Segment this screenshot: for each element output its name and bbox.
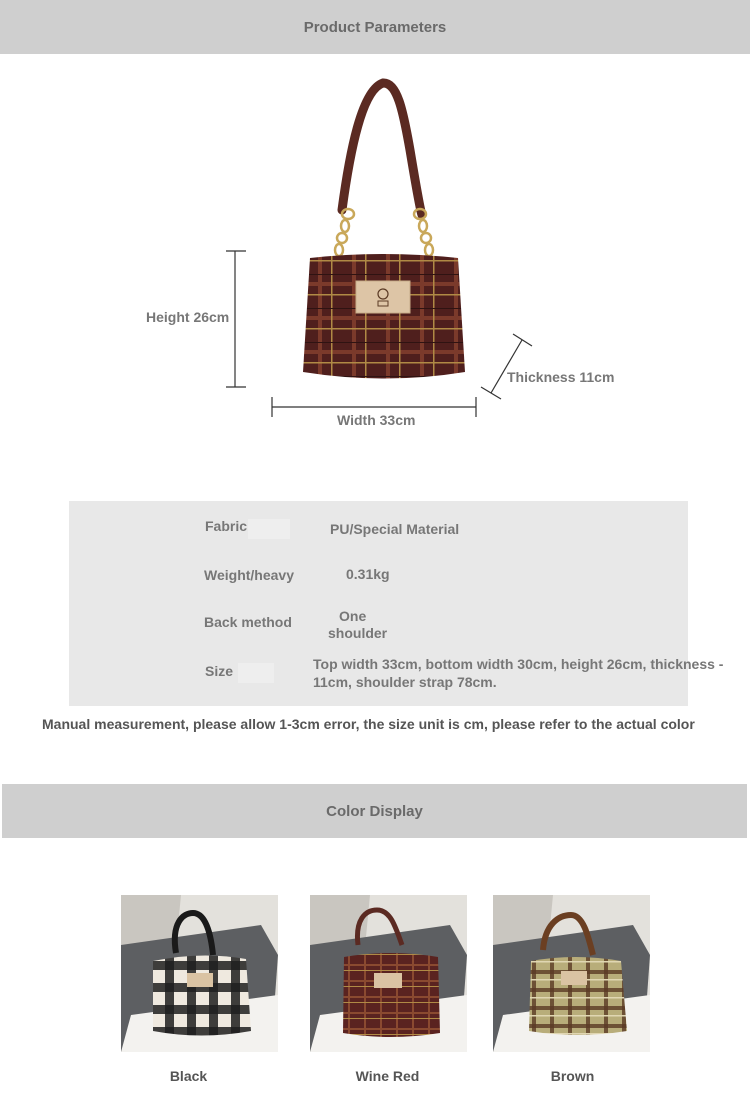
spec-label-fabric: Fabric [205,518,248,534]
thickness-line [491,340,522,393]
color-swatch-brown[interactable] [493,895,650,1052]
color-name-brown: Brown [550,1068,595,1084]
spec-value-size-line2: 11cm, shoulder strap 78cm. [313,674,497,690]
spec-chip [238,663,274,683]
spec-value-weight: 0.31kg [346,566,390,582]
bag-body [303,254,465,379]
color-name-wine-red: Wine Red [355,1068,420,1084]
section-title-color-display [2,784,747,838]
measurement-note: Manual measurement, please allow 1-3cm error, the size unit is cm, please refer to the actual color [42,716,695,732]
shoulder-strap [342,83,422,215]
chain-left [335,209,354,256]
spec-value-size-line1: Top width 33cm, bottom width 30cm, height 26cm, thickness - [313,656,724,672]
color-swatch-black[interactable] [121,895,278,1052]
bag-logo-patch [356,281,410,313]
thickness-label: Thickness 11cm [507,369,615,385]
spec-chip [248,519,290,539]
height-label: Height 26cm [146,309,230,325]
section-title-product-parameters [0,0,750,54]
color-swatch-wine-red[interactable] [310,895,467,1052]
color-display-title: Color Display [326,802,423,820]
spec-value-fabric: PU/Special Material [330,521,460,537]
color-name-black: Black [169,1068,208,1084]
product-parameters-title: Product Parameters [303,18,447,36]
width-label: Width 33cm [337,412,416,428]
spec-label-back-method: Back method [204,614,292,630]
spec-label-weight: Weight/heavy [204,567,294,583]
spec-value-back-method-line2: shoulder [328,625,388,641]
spec-value-back-method-line1: One [339,608,367,624]
product-dimension-diagram [0,60,750,440]
spec-label-size: Size [205,663,234,679]
